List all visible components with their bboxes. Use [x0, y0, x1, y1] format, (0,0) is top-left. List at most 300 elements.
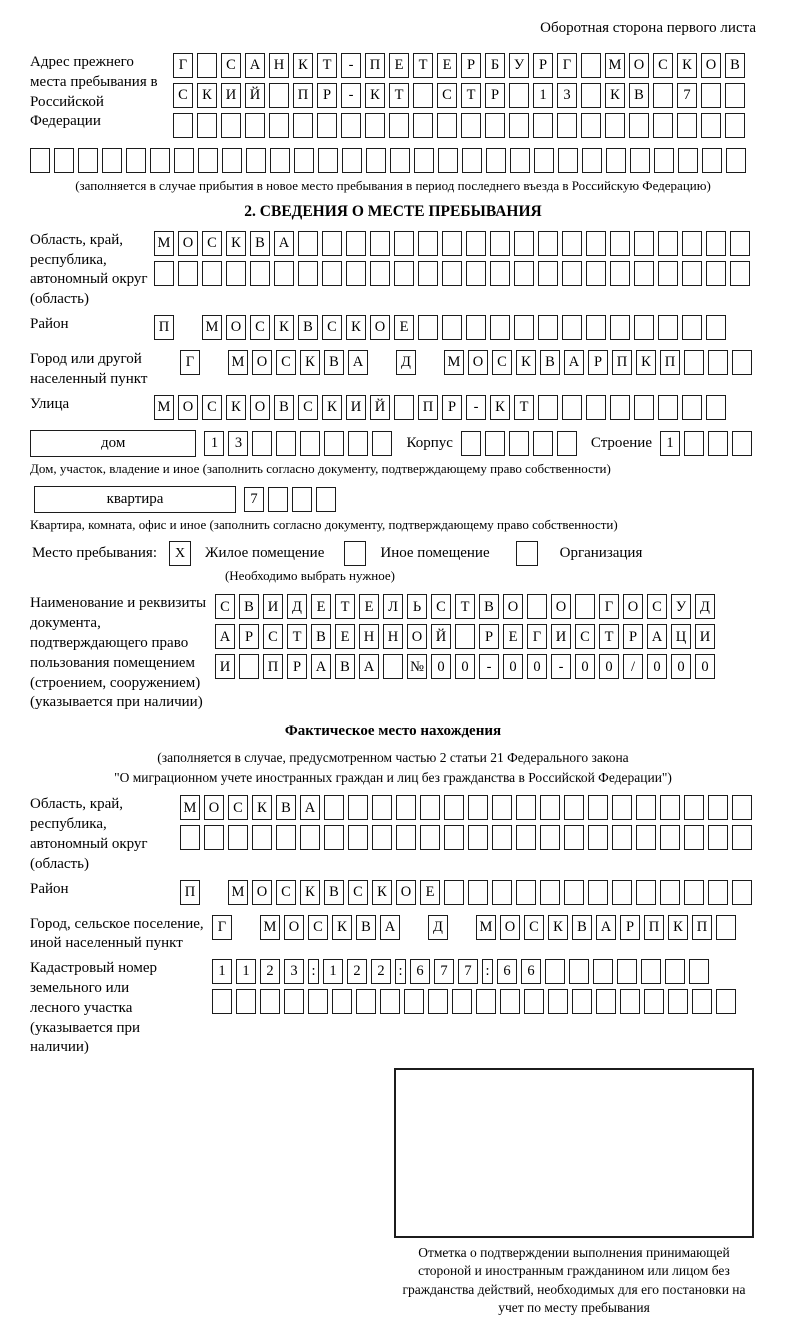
form-cell [634, 261, 654, 286]
form-cell: В [572, 915, 592, 940]
form-cell [562, 395, 582, 420]
form-cell: : [395, 959, 406, 984]
form-cell [342, 148, 362, 173]
form-cell [677, 113, 697, 138]
form-cell [701, 113, 721, 138]
form-cell: О [629, 53, 649, 78]
form-cell: К [372, 880, 392, 905]
form-cell [356, 989, 376, 1014]
form-cell [461, 113, 481, 138]
form-cell [346, 231, 366, 256]
form-cell [665, 959, 685, 984]
form-cell [658, 395, 678, 420]
form-cell [276, 431, 296, 456]
form-cell [293, 113, 313, 138]
form-cell: 1 [212, 959, 232, 984]
form-cell [708, 880, 728, 905]
form-cell: - [466, 395, 486, 420]
form-cell: Н [359, 624, 379, 649]
form-cell: : [482, 959, 493, 984]
form-cell [197, 113, 217, 138]
form-cell [322, 231, 342, 256]
form-cell: С [263, 624, 283, 649]
form-cell [586, 261, 606, 286]
form-cell [644, 989, 664, 1014]
form-cell: О [284, 915, 304, 940]
form-cell: 1 [323, 959, 343, 984]
form-cell [620, 989, 640, 1014]
form-cell [438, 148, 458, 173]
form-cell: А [274, 231, 294, 256]
form-cell [540, 880, 560, 905]
form-cell: В [298, 315, 318, 340]
form-cell: С [431, 594, 451, 619]
ulitsa-row [154, 395, 730, 420]
kvartira-type-box: квартира [34, 486, 236, 513]
form-cell: П [263, 654, 283, 679]
form-cell [582, 148, 602, 173]
form-cell [437, 113, 457, 138]
form-cell: Е [359, 594, 379, 619]
form-cell: С [298, 395, 318, 420]
form-cell: К [490, 395, 510, 420]
form-cell: Й [431, 624, 451, 649]
form-cell [634, 395, 654, 420]
kadastr-row-2 [212, 989, 740, 1014]
gorod-label: Город или другой населенный пункт [30, 351, 148, 387]
form-cell [516, 825, 536, 850]
form-cell [564, 795, 584, 820]
form-cell: В [540, 350, 560, 375]
form-cell [462, 148, 482, 173]
form-cell [317, 113, 337, 138]
form-cell: 6 [497, 959, 517, 984]
form-cell: О [468, 350, 488, 375]
form-cell: К [365, 83, 385, 108]
form-cell: А [380, 915, 400, 940]
korpus-label: Корпус [406, 434, 453, 451]
prev-address-row-3 [173, 113, 749, 138]
form-cell [540, 825, 560, 850]
form-cell [204, 825, 224, 850]
form-cell [617, 959, 637, 984]
form-cell [222, 148, 242, 173]
field-doc [30, 594, 756, 713]
form-cell: Е [389, 53, 409, 78]
form-cell [606, 148, 626, 173]
form-cell: Т [335, 594, 355, 619]
form-cell [660, 880, 680, 905]
form-cell [154, 261, 174, 286]
form-cell [348, 795, 368, 820]
form-cell: М [444, 350, 464, 375]
prev-address-row-2 [173, 83, 749, 108]
form-cell: О [407, 624, 427, 649]
form-cell [682, 231, 702, 256]
cell-gap [204, 350, 224, 375]
form-cell: 2 [347, 959, 367, 984]
oblast-label: Область, край, республика, автономный округ (область) [30, 231, 148, 308]
form-cell [394, 231, 414, 256]
kadastr-row-1 [212, 959, 740, 984]
stay-option-other: Иное помещение [380, 545, 490, 562]
form-cell: К [636, 350, 656, 375]
stay-option-organization: Организация [559, 545, 643, 562]
form-cell: Р [461, 53, 481, 78]
form-cell: К [274, 315, 294, 340]
form-cell [684, 431, 704, 456]
form-cell: С [437, 83, 457, 108]
form-cell: В [276, 795, 296, 820]
form-cell [490, 315, 510, 340]
form-cell [455, 624, 475, 649]
form-cell: Л [383, 594, 403, 619]
form-cell [492, 825, 512, 850]
form-cell [732, 350, 752, 375]
form-cell [658, 315, 678, 340]
rayon-label: Район [30, 316, 69, 333]
form-cell: К [226, 231, 246, 256]
form-cell: К [293, 53, 313, 78]
form-cell [394, 395, 414, 420]
form-cell: № [407, 654, 427, 679]
oblast-row-2 [154, 261, 754, 286]
form-cell: 0 [527, 654, 547, 679]
form-cell [629, 113, 649, 138]
form-cell: В [335, 654, 355, 679]
stroenie-cells [660, 431, 756, 456]
form-cell [660, 795, 680, 820]
form-cell: 0 [647, 654, 667, 679]
form-cell: Б [485, 53, 505, 78]
form-cell [413, 83, 433, 108]
form-cell [492, 795, 512, 820]
form-cell [54, 148, 74, 173]
form-cell: В [629, 83, 649, 108]
form-cell: - [341, 53, 361, 78]
form-cell [557, 113, 577, 138]
form-cell: В [239, 594, 259, 619]
form-cell: Д [695, 594, 715, 619]
form-cell [538, 315, 558, 340]
form-cell [178, 261, 198, 286]
form-cell: В [324, 350, 344, 375]
form-cell: П [644, 915, 664, 940]
form-cell [610, 231, 630, 256]
row-dom [30, 430, 756, 457]
form-cell: К [300, 880, 320, 905]
field-fact-rayon [30, 880, 756, 910]
form-cell [366, 148, 386, 173]
form-cell [268, 487, 288, 512]
form-cell [730, 261, 750, 286]
form-cell [586, 395, 606, 420]
prev-address-row-1 [173, 53, 749, 78]
form-cell: Н [383, 624, 403, 649]
form-cell [654, 148, 674, 173]
form-cell: П [154, 315, 174, 340]
form-cell: С [524, 915, 544, 940]
form-cell [702, 148, 722, 173]
form-cell: О [252, 350, 272, 375]
form-cell: С [276, 880, 296, 905]
form-cell: А [359, 654, 379, 679]
form-cell [634, 315, 654, 340]
form-cell: С [202, 395, 222, 420]
form-cell: 7 [458, 959, 478, 984]
form-cell [557, 431, 577, 456]
form-cell [588, 880, 608, 905]
form-cell [372, 795, 392, 820]
form-cell: И [695, 624, 715, 649]
form-cell: О [551, 594, 571, 619]
prev-address-caption: (заполняется в случае прибытия в новое место пребывания в период последнего въезда в Российскую Федерацию) [75, 178, 711, 193]
prev-address-row-4 [30, 148, 756, 173]
form-cell [732, 825, 752, 850]
form-cell [658, 261, 678, 286]
form-cell: П [612, 350, 632, 375]
form-cell: 1 [660, 431, 680, 456]
form-cell [641, 959, 661, 984]
form-cell [180, 825, 200, 850]
form-cell: Е [335, 624, 355, 649]
form-cell: 0 [671, 654, 691, 679]
form-cell [348, 431, 368, 456]
form-cell [370, 231, 390, 256]
form-cell: Г [173, 53, 193, 78]
form-cell: И [221, 83, 241, 108]
form-cell [298, 231, 318, 256]
form-cell: О [623, 594, 643, 619]
form-cell: О [503, 594, 523, 619]
fact-caption-line1: (заполняется в случае, предусмотренном частью 2 статьи 21 Федерального закона [157, 750, 629, 766]
form-cell [610, 395, 630, 420]
section2-title: 2. СВЕДЕНИЯ О МЕСТЕ ПРЕБЫВАНИЯ [244, 202, 542, 220]
form-cell: Н [269, 53, 289, 78]
form-cell [308, 989, 328, 1014]
form-cell [581, 113, 601, 138]
form-cell: О [204, 795, 224, 820]
form-cell: О [226, 315, 246, 340]
form-cell: М [260, 915, 280, 940]
form-cell: Г [557, 53, 577, 78]
form-cell [548, 989, 568, 1014]
form-cell: М [605, 53, 625, 78]
form-cell: Р [287, 654, 307, 679]
form-cell: М [228, 880, 248, 905]
form-cell [490, 231, 510, 256]
form-cell: И [551, 624, 571, 649]
form-cell [413, 113, 433, 138]
row-kvartira [30, 486, 756, 513]
field-gorod [30, 350, 756, 390]
form-cell: М [228, 350, 248, 375]
form-cell [612, 880, 632, 905]
form-cell [682, 261, 702, 286]
field-fact-oblast [30, 795, 756, 874]
form-cell: С [647, 594, 667, 619]
form-cell: С [228, 795, 248, 820]
form-cell: Р [533, 53, 553, 78]
cell-gap [404, 915, 424, 940]
form-cell [725, 83, 745, 108]
form-cell [725, 113, 745, 138]
cell-gap [420, 350, 440, 375]
form-cell [461, 431, 481, 456]
form-cell [346, 261, 366, 286]
form-cell [716, 989, 736, 1014]
field-ulitsa [30, 395, 756, 425]
form-cell: С [308, 915, 328, 940]
form-cell [692, 989, 712, 1014]
form-cell: Г [599, 594, 619, 619]
form-cell [732, 431, 752, 456]
form-cell [527, 594, 547, 619]
form-cell [276, 825, 296, 850]
form-cell [534, 148, 554, 173]
form-cell: О [396, 880, 416, 905]
form-cell: К [516, 350, 536, 375]
form-cell [564, 880, 584, 905]
form-cell [706, 261, 726, 286]
form-cell: 0 [503, 654, 523, 679]
doc-row-2 [215, 624, 719, 649]
form-cell: И [346, 395, 366, 420]
form-cell: Т [317, 53, 337, 78]
cell-gap [236, 915, 256, 940]
form-cell [202, 261, 222, 286]
stay-option-residential: Жилое помещение [205, 545, 325, 562]
form-cell [300, 431, 320, 456]
page-side-note: Оборотная сторона первого листа [540, 20, 756, 36]
cell-gap [178, 315, 198, 340]
form-cell: 1 [533, 83, 553, 108]
form-cell [370, 261, 390, 286]
doc-row-3 [215, 654, 719, 679]
form-cell: К [300, 350, 320, 375]
form-cell: 0 [695, 654, 715, 679]
form-cell [197, 53, 217, 78]
form-cell: Т [287, 624, 307, 649]
form-cell: С [215, 594, 235, 619]
form-cell: 7 [244, 487, 264, 512]
form-cell: Й [245, 83, 265, 108]
form-cell [389, 113, 409, 138]
form-cell: С [492, 350, 512, 375]
form-cell: Т [599, 624, 619, 649]
checkbox-residential: X [169, 541, 191, 566]
form-cell [658, 231, 678, 256]
form-cell: В [479, 594, 499, 619]
form-cell: К [548, 915, 568, 940]
form-cell: О [370, 315, 390, 340]
form-cell [300, 825, 320, 850]
form-cell: К [605, 83, 625, 108]
fact-oblast-row-2 [180, 825, 756, 850]
form-cell [706, 395, 726, 420]
form-cell [726, 148, 746, 173]
form-cell: Е [503, 624, 523, 649]
form-cell: А [596, 915, 616, 940]
form-cell: Й [370, 395, 390, 420]
form-cell [586, 231, 606, 256]
confirmation-mark-caption: Отметка о подтверждении выполнения принимающей стороной и иностранным гражданином или лицом без гражданства действий, необходимых для его постановки на учет по месту пребывания [402, 1245, 746, 1315]
form-cell [708, 431, 728, 456]
form-cell [292, 487, 312, 512]
form-cell [316, 487, 336, 512]
form-cell: Ь [407, 594, 427, 619]
confirmation-mark-area [394, 1068, 754, 1317]
form-cell: С [250, 315, 270, 340]
form-cell: К [346, 315, 366, 340]
form-cell: Е [394, 315, 414, 340]
form-cell: 6 [521, 959, 541, 984]
form-cell [396, 795, 416, 820]
form-cell [428, 989, 448, 1014]
form-cell: Г [180, 350, 200, 375]
form-cell [610, 261, 630, 286]
form-cell [250, 261, 270, 286]
stay-type-row [32, 541, 756, 566]
form-cell: К [322, 395, 342, 420]
form-cell [420, 795, 440, 820]
form-cell [569, 959, 589, 984]
form-cell [533, 431, 553, 456]
form-cell [634, 231, 654, 256]
fact-oblast-label: Область, край, республика, автономный округ (область) [30, 796, 148, 872]
checkbox-other-premises [344, 541, 366, 566]
form-cell: 0 [431, 654, 451, 679]
form-cell: Т [413, 53, 433, 78]
form-cell [605, 113, 625, 138]
field-fact-gorod [30, 915, 756, 955]
form-cell [684, 795, 704, 820]
form-cell [586, 315, 606, 340]
form-cell [444, 795, 464, 820]
form-cell: С [653, 53, 673, 78]
stay-label: Место пребывания: [32, 545, 157, 562]
cell-gap [452, 915, 472, 940]
form-cell [516, 880, 536, 905]
kvartira-caption: Квартира, комната, офис и иное (заполнить согласно документу, подтверждающему право собственности) [30, 516, 618, 532]
form-cell: С [173, 83, 193, 108]
form-cell: С [276, 350, 296, 375]
form-cell [173, 113, 193, 138]
form-cell [490, 261, 510, 286]
form-cell: 0 [599, 654, 619, 679]
form-cell [380, 989, 400, 1014]
form-cell [466, 231, 486, 256]
form-cell [732, 795, 752, 820]
form-cell [684, 880, 704, 905]
form-cell: К [677, 53, 697, 78]
form-cell [660, 825, 680, 850]
form-cell: - [479, 654, 499, 679]
form-cell: М [154, 395, 174, 420]
form-cell [444, 825, 464, 850]
form-cell [468, 825, 488, 850]
form-cell: Р [442, 395, 462, 420]
field-oblast [30, 231, 756, 310]
form-cell [572, 989, 592, 1014]
form-cell [708, 825, 728, 850]
doc-label: Наименование и реквизиты документа, подтверждающего право пользования помещением (строением, сооружением) (указывается при наличии) [30, 595, 207, 711]
form-cell: А [564, 350, 584, 375]
form-cell [682, 395, 702, 420]
form-cell [418, 261, 438, 286]
form-cell: В [356, 915, 376, 940]
form-cell [509, 113, 529, 138]
